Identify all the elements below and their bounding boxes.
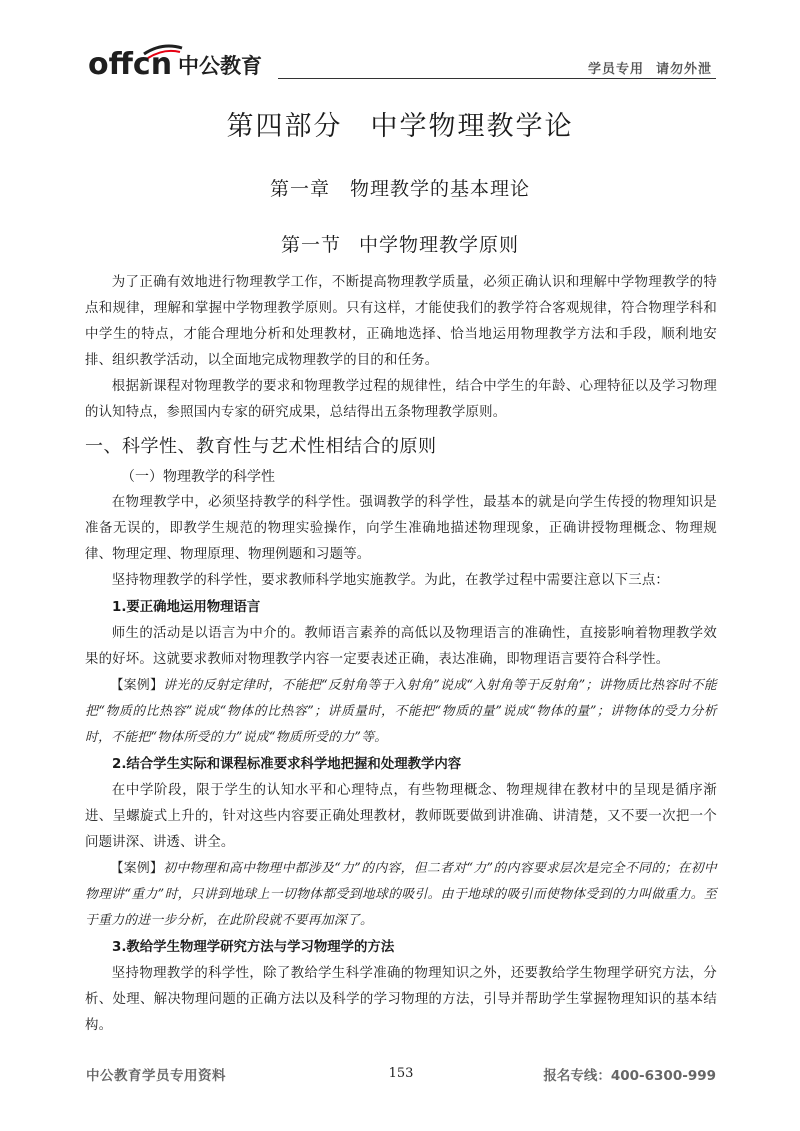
point-3-text: 坚持物理教学的科学性，除了教给学生科学准确的物理知识之外，还要教给学生物理学研究方法，分析、处理、解决物理问题的正确方法以及科学的学习物理的方法，引导并帮助学生掌握物理知识的基本结构。 — [85, 966, 717, 1033]
part-name: 中学物理教学论 — [370, 111, 574, 142]
chapter-title — [0, 174, 800, 201]
page-footer — [86, 1064, 716, 1088]
svg-text:offcn: offcn — [88, 47, 173, 82]
case-tag: 【案例】 — [110, 678, 164, 693]
intro-paragraph-1: 为了正确有效地进行物理教学工作，不断提高物理教学质量，必须正确认识和理解中学物理教学的特点和规律，理解和掌握中学物理教学原则。只有这样，才能使我们的教学符合客观规律，符合物理学科和中学生的特点，才能合理地分析和处理教材，正确地选择、恰当地运用物理教学方法和手段，顺利地安排、组织教学活动，以全面地完成物理教学的目的和任务。 — [85, 275, 717, 368]
header-rule — [278, 78, 716, 79]
paragraph-scientific-1: 在物理教学中，必须坚持教学的科学性。强调教学的科学性，最基本的就是向学生传授的物理知识是准备无误的，即教学生规范的物理实验操作，向学生准确地描述物理现象，正确讲授物理概念、物理规律、物理定理、物理原理、物理例题和习题等。 — [85, 495, 717, 562]
case-example-1 — [85, 673, 717, 751]
case-tag: 【案例】 — [110, 861, 164, 876]
header-label-students: 学员专用 — [587, 62, 644, 77]
section-name: 中学物理教学原则 — [359, 234, 520, 256]
page-number: 153 — [388, 1066, 414, 1081]
heading-principle-1: 一、科学性、教育性与艺术性相结合的原则 — [85, 436, 437, 457]
case-2-text: 初中物理和高中物理中都涉及“力”的内容，但二者对“力”的内容要求层次是完全不同的；在初中物理讲“重力”时，只讲到地球上一切物体都受到地球的吸引。由于地球的吸引而使物体受到的力叫做重力。至于重力的进一步分析，在此阶段就不要再加深了。 — [85, 861, 717, 928]
chapter-number: 第一章 — [269, 178, 330, 200]
intro-paragraph-2: 根据新课程对物理教学的要求和物理教学过程的规律性，结合中学生的年龄、心理特征以及学习物理的认知特点，参照国内专家的研究成果，总结得出五条物理教学原则。 — [85, 379, 717, 420]
part-number: 第四部分 — [226, 111, 343, 142]
paragraph-scientific-2: 坚持物理教学的科学性，要求教师科学地实施教学。为此，在教学过程中需要注意以下三点： — [111, 573, 670, 588]
svg-text:中公教育: 中公教育 — [178, 54, 262, 78]
header-notice — [588, 58, 712, 77]
point-2-text: 在中学阶段，限于学生的认知水平和心理特点，有些物理概念、物理规律在教材中的呈现是循序渐进、呈螺旋式上升的，针对这些内容要正确处理教材，教师既要做到讲准确、讲清楚，又不要一次把一个问题讲深、讲透、讲全。 — [85, 783, 717, 850]
header-label-confidential: 请勿外泄 — [655, 62, 712, 77]
offcn-logo — [86, 40, 276, 82]
footer-hotline: 报名专线：400-6300-999 — [543, 1068, 716, 1084]
section-number: 第一节 — [280, 234, 341, 256]
point-1-title: 1.要正确地运用物理语言 — [112, 600, 261, 615]
case-1-text: 讲光的反射定律时，不能把“反射角等于入射角”说成“入射角等于反射角”；讲物质比热容时不能把“物质的比热容”说成“物体的比热容”；讲质量时，不能把“物质的量”说成“物体的量”；讲物体的受力分析时，不能把“物体所受的力”说成“物质所受的力”等。 — [85, 678, 718, 745]
footer-source: 中公教育学员专用资料 — [86, 1068, 226, 1084]
chapter-name: 物理教学的基本理论 — [350, 178, 531, 200]
case-example-2 — [85, 856, 717, 934]
section-title — [0, 230, 800, 257]
point-3-title: 3.教给学生物理学研究方法与学习物理学的方法 — [112, 940, 395, 955]
part-title — [0, 104, 800, 143]
subheading-scientific: （一）物理教学的科学性 — [121, 469, 275, 485]
page-header — [86, 38, 716, 84]
page-content — [85, 270, 717, 1039]
point-1-text: 师生的活动是以语言为中介的。教师语言素养的高低以及物理语言的准确性，直接影响着物理教学效果的好坏。这就要求教师对物理教学内容一定要表述正确，表达准确，即物理语言要符合科学性。 — [85, 626, 717, 667]
point-2-title: 2.结合学生实际和课程标准要求科学地把握和处理教学内容 — [112, 757, 462, 772]
